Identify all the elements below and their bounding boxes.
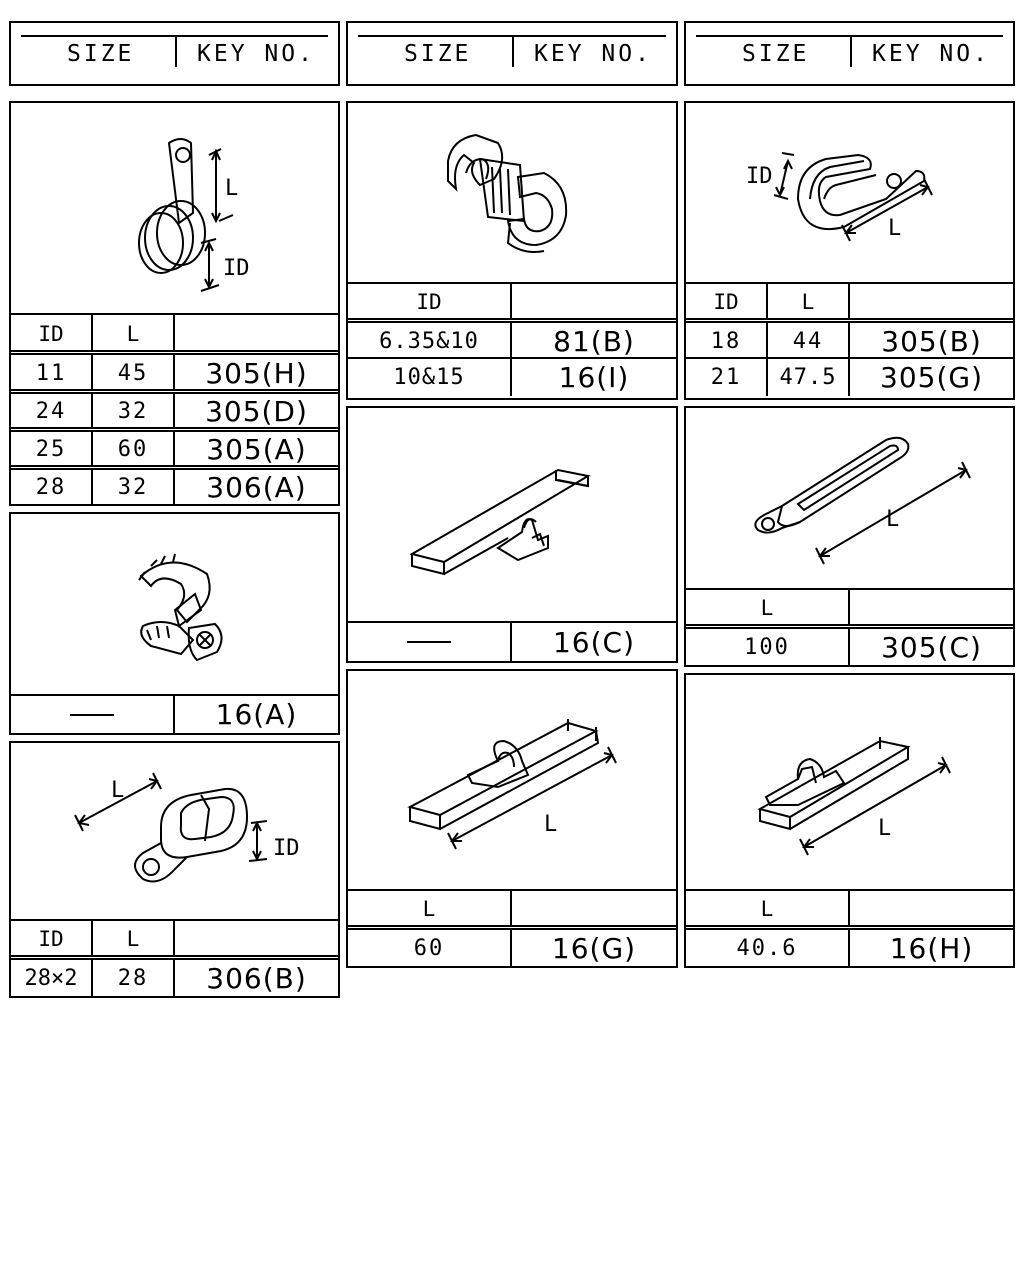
table-row [686,624,1013,666]
p-clamp-figure [11,103,338,315]
l-value: 44 [768,323,850,359]
fig-label-l: L [878,816,892,841]
key-no-value: 16(I) [558,361,630,394]
fig-label-l: L [888,216,902,241]
panel-tie-strap-16c [346,406,678,663]
l-col-label: L [768,284,850,320]
fig-label-id: ID [746,164,773,189]
panel-tie-strap-16h [684,673,1015,968]
key-no-value: 16(H) [889,932,974,965]
double-clip-figure [11,514,338,696]
dual-clip-figure [348,103,676,287]
panel-double-clip-16a [9,512,340,735]
key-no-value: 306(A) [206,471,307,504]
tie-strap-short-figure [686,675,1013,891]
p3-label-row [11,919,338,957]
key-no-value: 16(C) [552,625,636,659]
key-no-value: 16(G) [551,932,637,965]
l-col-label: L [686,590,850,626]
size-label: SIZE [742,41,810,67]
table-row [348,925,676,967]
header-col-3 [684,21,1015,86]
dash-mark [70,714,114,716]
fig-label-l: L [111,778,125,803]
header-col-1 [9,21,340,86]
p4-label-row [348,282,676,320]
double-clamp-figure [11,743,338,921]
l-col-label: L [348,891,512,927]
header-divider [850,37,852,67]
id-value: 18 [686,323,768,359]
key-no-value: 305(C) [881,631,982,664]
panel-p-clamp [9,101,340,506]
id-col-label: ID [11,315,93,352]
l-col-label: L [93,315,175,352]
l-value: 100 [686,629,850,666]
l-value: 47.5 [768,359,850,396]
id-value: 25 [11,432,93,467]
panel-dual-clip [346,101,678,400]
table-row [348,318,676,359]
mount-hole [176,148,190,162]
panel-tie-strap-16g [346,669,678,968]
key-no-value: 16(A) [215,698,298,731]
id-col-label: ID [11,921,93,957]
id-value: 21 [686,359,768,396]
key-no-label: KEY NO. [872,41,990,67]
p7-label-row [686,282,1013,320]
id-value: 11 [11,355,93,391]
id-col-label: ID [348,284,512,320]
header-col-2 [346,21,678,86]
l-value: 60 [93,432,175,467]
table-row [11,350,338,391]
table-row [11,427,338,467]
size-label: SIZE [67,41,135,67]
table-row [686,318,1013,359]
l-value: 32 [93,470,175,505]
panel-double-clamp-306b [9,741,340,998]
id-col-label: ID [686,284,768,320]
table-row [11,694,338,733]
id-value: 28 [11,470,93,505]
p1-label-row [11,313,338,352]
panel-slot-clamp [684,101,1015,400]
key-no-label: KEY NO. [534,41,652,67]
panel-strap-305c [684,406,1015,667]
table-row [11,465,338,505]
key-no-value: 305(H) [205,356,308,390]
l-value: 60 [348,930,512,967]
key-no-label: KEY NO. [197,41,315,67]
size-value [11,696,175,733]
slotted-strap-figure [686,408,1013,592]
key-no-value: 305(D) [205,395,308,428]
fig-label-id: ID [223,256,250,281]
id-value: 24 [11,394,93,429]
table-row [11,389,338,429]
p8-label-row [686,588,1013,626]
table-row [11,955,338,997]
header-divider [512,37,514,67]
table-row [686,925,1013,967]
l-col-label: L [93,921,175,957]
size-value [348,623,512,661]
tie-strap-figure [348,408,676,624]
table-row [686,357,1013,396]
slot-clamp-figure [686,103,1013,287]
fig-label-id: ID [273,836,300,861]
table-row [348,357,676,396]
fig-label-l: L [225,176,239,201]
l-col-label: L [686,891,850,927]
key-no-value: 305(A) [206,433,307,466]
fig-label-l: L [886,507,900,532]
tie-strap-long-figure [348,671,676,891]
table-row [348,621,676,661]
p6-label-row [348,889,676,927]
l-value: 40.6 [686,930,850,967]
key-no-value: 81(B) [553,324,635,358]
l-value: 32 [93,394,175,429]
key-no-value: 305(G) [880,361,983,394]
header-divider [175,37,177,67]
l-value: 45 [93,355,175,391]
key-no-value: 305(B) [881,324,982,358]
size-label: SIZE [404,41,472,67]
dash-mark [407,641,451,643]
fig-label-l: L [544,812,558,837]
id-value: 6.35&10 [348,323,512,359]
id-value: 10&15 [348,359,512,396]
p9-label-row [686,889,1013,927]
l-value: 28 [93,960,175,997]
key-no-value: 306(B) [206,962,307,995]
id-value: 28×2 [11,960,93,997]
